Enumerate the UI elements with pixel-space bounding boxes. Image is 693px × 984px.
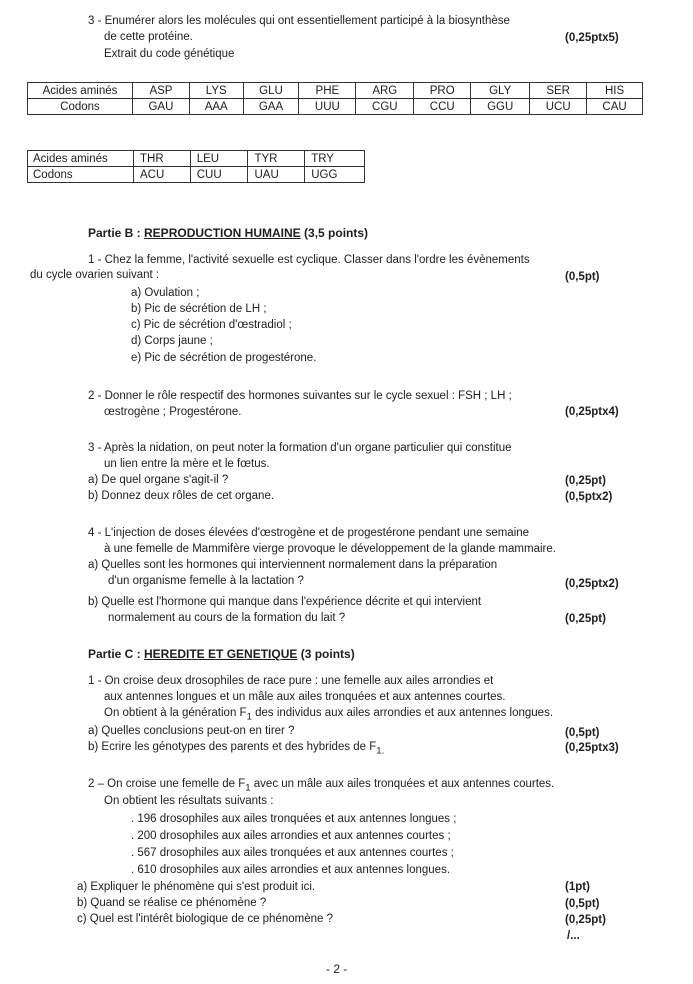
amino-acid-cell: LYS	[189, 83, 243, 99]
part-b-q4-b-line-1: b) Quelle est l'hormone qui manque dans l'expérience décrite et qui intervient	[88, 596, 482, 608]
amino-acid-cell: LEU	[190, 151, 248, 167]
codon-cell: UCU	[530, 99, 587, 115]
part-c-title: HEREDITE ET GENETIQUE	[144, 647, 298, 661]
result-item: . 567 drosophiles aux ailes tronquées et aux antennes courtes ;	[131, 847, 454, 859]
question-3-points: (0,25ptx5)	[565, 32, 619, 44]
part-c-q1-b-points: (0,25ptx3)	[565, 742, 619, 754]
part-c-q2-line-1-end: avec un mâle aux ailes tronquées et aux antennes courtes.	[250, 778, 555, 790]
codon-cell: CAU	[587, 99, 643, 115]
result-item: . 200 drosophiles aux ailes arrondies et aux antennes courtes ;	[131, 830, 451, 842]
genetic-code-caption: Extrait du code génétique	[104, 48, 235, 60]
codon-cell: AAA	[189, 99, 243, 115]
part-c-q1-b-text: b) Ecrire les génotypes des parents et des hybrides de F	[88, 741, 377, 753]
amino-acid-cell: GLY	[471, 83, 530, 99]
codon-cell: CGU	[356, 99, 414, 115]
part-b-q1-points: (0,5pt)	[565, 271, 600, 283]
codon-cell: GGU	[471, 99, 530, 115]
part-c-q1-line-1: 1 - On croise deux drosophiles de race pure : une femelle aux ailes arrondies et	[88, 675, 494, 687]
part-c-q1-b	[88, 740, 384, 758]
codons-row	[28, 167, 365, 183]
part-b-q2-points: (0,25ptx4)	[565, 406, 619, 418]
part-b-q3-line-2: un lien entre la mère et le fœtus.	[104, 458, 270, 470]
list-item: c) Pic de sécrétion d'œstradiol ;	[131, 319, 292, 331]
result-item: . 610 drosophiles aux ailes arrondies et aux antennes longues.	[131, 864, 451, 876]
part-c-q2-c-points: (0,25pt)	[565, 914, 606, 926]
amino-acid-cell: SER	[530, 83, 587, 99]
part-b-q2-line-1: 2 - Donner le rôle respectif des hormones suivantes sur le cycle sexuel : FSH ; LH ;	[88, 390, 512, 402]
part-b-q4-a-line-2: d'un organisme femelle à la lactation ?	[108, 575, 304, 587]
codon-cell: GAU	[133, 99, 190, 115]
part-c-q2-line-1-start: 2 – On croise une femelle de F	[88, 778, 246, 790]
part-b-q3-b-points: (0,5ptx2)	[565, 491, 613, 503]
amino-acid-cell: ASP	[133, 83, 190, 99]
part-c-score: (3 points)	[297, 647, 355, 661]
amino-acid-cell: TYR	[248, 151, 305, 167]
row-label-amino-acids: Acides aminés	[28, 83, 133, 99]
part-c-q2-b: b) Quand se réalise ce phénomène ?	[77, 897, 267, 909]
part-c-prefix: Partie C :	[88, 647, 145, 661]
row-label-amino-acids: Acides aminés	[28, 151, 134, 167]
codon-cell: UAU	[248, 167, 305, 183]
part-c-q2-a: a) Expliquer le phénomène qui s'est produit ici.	[77, 881, 316, 893]
part-b-prefix: Partie B :	[88, 226, 145, 240]
part-c-q2-b-points: (0,5pt)	[565, 898, 600, 910]
part-c-q2-line-2: On obtient les résultats suivants :	[104, 795, 274, 807]
list-item: a) Ovulation ;	[131, 287, 200, 299]
amino-acid-cell: THR	[134, 151, 191, 167]
part-b-q1-line-2: du cycle ovarien suivant :	[30, 269, 160, 281]
part-b-q3-a: a) De quel organe s'agit-il ?	[88, 474, 229, 486]
part-c-heading	[88, 647, 355, 662]
amino-acid-cell: PRO	[414, 83, 471, 99]
part-b-q4-line-2: à une femelle de Mammifère vierge provoque le développement de la glande mammaire.	[104, 543, 556, 555]
part-b-q4-a-line-1: a) Quelles sont les hormones qui interviennent normalement dans la préparation	[88, 559, 498, 571]
part-c-q1-a: a) Quelles conclusions peut-on en tirer ?	[88, 725, 295, 737]
list-item: b) Pic de sécrétion de LH ;	[131, 303, 267, 315]
part-c-q1-line-3	[104, 706, 553, 724]
part-c-q2-a-points: (1pt)	[565, 881, 590, 893]
part-c-q2-line-1	[88, 777, 554, 795]
part-c-q1-line-3-start: On obtient à la génération F	[104, 707, 247, 719]
part-b-heading	[88, 226, 368, 241]
question-3-line-2: de cette protéine.	[104, 31, 193, 43]
result-item: . 196 drosophiles aux ailes tronquées et aux antennes longues ;	[131, 813, 457, 825]
genetic-code-table-2	[27, 150, 365, 183]
part-b-title: REPRODUCTION HUMAINE	[144, 226, 301, 240]
list-item: d) Corps jaune ;	[131, 335, 213, 347]
part-c-q1-line-3-end: des individus aux ailes arrondies et aux antennes longues.	[251, 707, 554, 719]
part-b-q4-line-1: 4 - L'injection de doses élevées d'œstrogène et de progestérone pendant une semaine	[88, 527, 530, 539]
part-b-q2-line-2: œstrogène ; Progestérone.	[104, 406, 242, 418]
amino-acid-cell: ARG	[356, 83, 414, 99]
part-b-q3-b: b) Donnez deux rôles de cet organe.	[88, 490, 275, 502]
part-b-score: (3,5 points)	[300, 226, 369, 240]
part-c-q1-a-points: (0,5pt)	[565, 727, 600, 739]
codon-cell: CCU	[414, 99, 471, 115]
codon-cell: ACU	[134, 167, 191, 183]
part-b-q3-line-1: 3 - Après la nidation, on peut noter la formation d'un organe particulier qui constitue	[88, 442, 512, 454]
amino-acid-cell: GLU	[243, 83, 299, 99]
f1-subscript: 1.	[376, 745, 385, 757]
f1-subscript: 1	[246, 711, 252, 723]
page-number: - 2 -	[326, 962, 348, 976]
continued-marker: /...	[567, 930, 580, 942]
row-label-codons: Codons	[28, 99, 133, 115]
codons-row	[28, 99, 643, 115]
codon-cell: UUU	[299, 99, 356, 115]
part-b-q4-b-points: (0,25pt)	[565, 613, 606, 625]
part-c-q1-line-2: aux antennes longues et un mâle aux ailes tronquées et aux antennes courtes.	[104, 691, 506, 703]
row-label-codons: Codons	[28, 167, 134, 183]
amino-acids-row	[28, 151, 365, 167]
codon-cell: CUU	[190, 167, 248, 183]
question-3-line-1: 3 - Enumérer alors les molécules qui ont essentiellement participé à la biosynthèse	[88, 15, 510, 27]
codon-cell: GAA	[243, 99, 299, 115]
amino-acid-cell: HIS	[587, 83, 643, 99]
amino-acids-row	[28, 83, 643, 99]
part-b-q1-line-1: 1 - Chez la femme, l'activité sexuelle est cyclique. Classer dans l'ordre les évènements	[88, 254, 530, 266]
genetic-code-table-1	[27, 82, 643, 115]
f1-subscript: 1	[245, 782, 251, 794]
amino-acid-cell: PHE	[299, 83, 356, 99]
list-item: e) Pic de sécrétion de progestérone.	[131, 352, 317, 364]
amino-acid-cell: TRY	[305, 151, 365, 167]
part-b-q4-a-points: (0,25ptx2)	[565, 578, 619, 590]
part-c-q2-c: c) Quel est l'intérêt biologique de ce phénomène ?	[77, 913, 333, 925]
part-b-q3-a-points: (0,25pt)	[565, 475, 606, 487]
codon-cell: UGG	[305, 167, 365, 183]
part-b-q4-b-line-2: normalement au cours de la formation du lait ?	[108, 612, 346, 624]
